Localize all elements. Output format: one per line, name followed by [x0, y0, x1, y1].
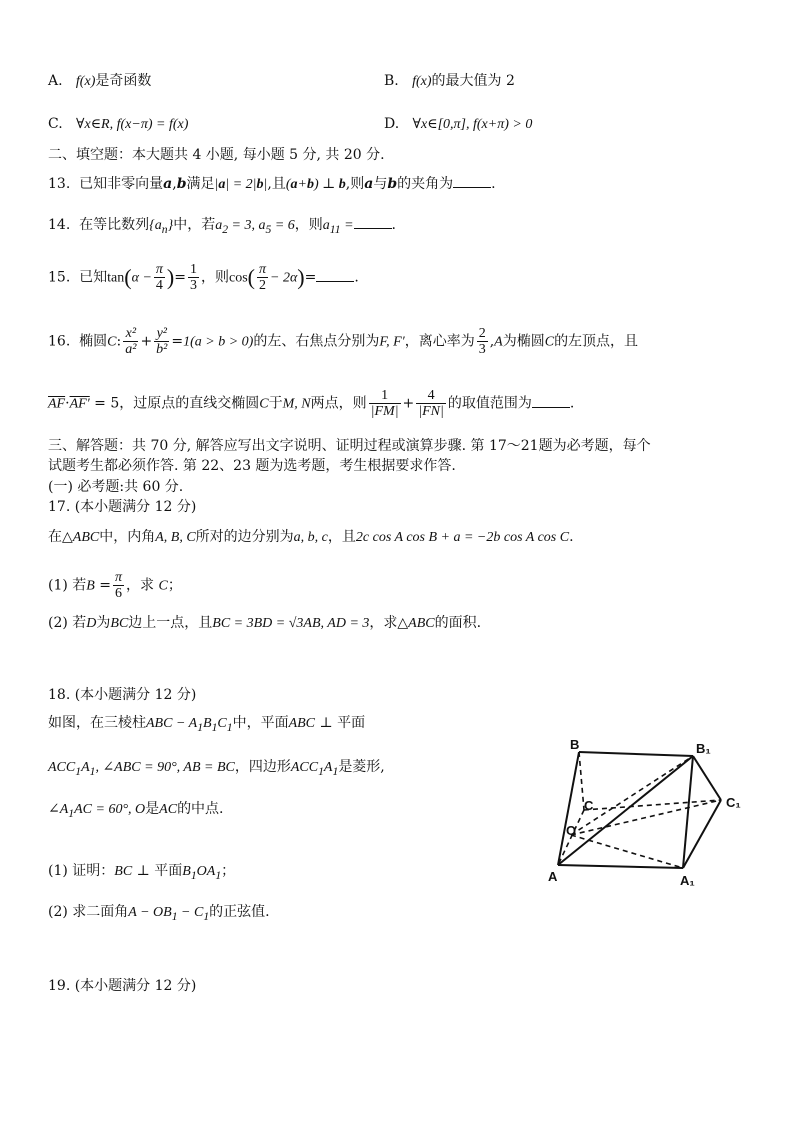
- label-b1: B₁: [696, 741, 711, 756]
- answer-blank: [453, 175, 491, 188]
- q16-text: 的左顶点，且: [554, 333, 639, 350]
- q17-stem: 在△ABC中，内角A, B, C所对的边分别为a, b, c，且2c cos A cos B + a = −2b cos A cos C.: [48, 529, 574, 545]
- q13-text: 则: [350, 176, 365, 192]
- q16-text: 离心率为: [418, 333, 475, 350]
- q17-text: 边上一点，且: [128, 615, 213, 631]
- q16-text: 为椭圆: [502, 333, 545, 350]
- prism-solid-edges: [558, 752, 721, 868]
- option-a-text: 是奇函数: [95, 73, 152, 89]
- q18-text: 是菱形,: [338, 759, 385, 775]
- prism-figure: [540, 735, 760, 895]
- label-c1: C₁: [726, 795, 741, 810]
- q16-text: 两点，则: [310, 395, 367, 412]
- edge-b-b1: [579, 752, 693, 756]
- q18-stem-1: 如图，在三棱柱ABC − $A_1B_1C_1$中，平面ABC ⊥ 平面: [48, 715, 366, 734]
- option-c-label: C.: [48, 116, 63, 132]
- option-a-label: A.: [48, 73, 63, 89]
- edge-o-c1: [571, 800, 721, 835]
- question-14: 14. 在等比数列$\{a_n\}$中，若$a_2 = 3$, $a_5 = 6$，则$a_{11}$ = .: [48, 217, 396, 236]
- option-a: [48, 72, 151, 91]
- edge-o-b1: [571, 756, 693, 835]
- q14-number: 14.: [48, 217, 71, 233]
- q19-title: 19. (本小题满分 12 分): [48, 978, 197, 994]
- question-13: 13. 已知非零向量a,b满足|a| = 2|b|,且(a+b) ⊥ b,则a与b的夹角为 .: [48, 176, 496, 192]
- option-b-label: B.: [384, 73, 399, 89]
- q13-text: 与: [373, 176, 388, 192]
- q17-text: ，求: [126, 577, 155, 594]
- q13-text: 满足: [186, 176, 215, 192]
- section-3-heading: 三、解答题：共 70 分, 解答应写出文字说明、证明过程或演算步骤. 第 17～21题为必考题，每个: [48, 438, 651, 454]
- q13-text: 且: [271, 176, 286, 192]
- q18-text: 的中点.: [177, 801, 224, 817]
- q18-stem-2: $ACC_1A_1$, ∠ABC = 90°, AB = BC，四边形$ACC_1A_1$是菱形,: [48, 759, 385, 778]
- edge-a-b1: [558, 756, 693, 865]
- q17-part-2: (2) 若D为BC边上一点，且BC = 3BD = √3AB, AD = 3，求△ABC的面积.: [48, 615, 482, 631]
- q16-text: 的左、右焦点分别为: [253, 333, 380, 350]
- q18-text: ，四边形: [234, 759, 291, 775]
- q14-text: 中，若: [173, 217, 216, 233]
- q17-text: ，且: [327, 529, 356, 545]
- label-b: B: [570, 737, 580, 752]
- q17-part-1: (1) 若B = $\frac{\pi}{6}$ ，求 C；: [48, 570, 182, 601]
- option-c-expr: ∀x∈R, f(x−π) = f(x): [76, 117, 189, 132]
- edge-c-c1: [584, 800, 721, 810]
- question-15: 15. 已知tan(α − $\frac{\pi}{4}$ )= $\frac{1}{3}$ ，则cos( $\frac{\pi}{2}$ − 2α)= .: [48, 262, 359, 293]
- q18-text: 平面: [154, 863, 183, 879]
- option-d: [384, 115, 532, 134]
- q18-part-1: (1) 证明：BC ⊥ 平面$B_1OA_1$；: [48, 863, 236, 882]
- option-d-expr: ∀x∈[0,π], f(x+π) > 0: [412, 117, 533, 132]
- q17-text: 的面积.: [434, 615, 482, 631]
- q16-text: 椭圆: [79, 333, 108, 350]
- option-a-expr: f(x): [75, 74, 96, 89]
- answer-blank: [354, 216, 392, 229]
- option-b-text: 的最大值为 2: [431, 73, 515, 89]
- label-a: A: [548, 869, 558, 884]
- q13-text: 已知非零向量: [79, 176, 164, 192]
- q18-text: 是: [145, 801, 160, 817]
- option-b-expr: f(x): [412, 74, 432, 89]
- q13-number: 13.: [48, 176, 71, 192]
- q14-text: 在等比数列: [79, 217, 150, 233]
- q17-text: 中，内角: [99, 529, 156, 545]
- option-b: [384, 72, 515, 91]
- q16-number: 16.: [48, 333, 71, 350]
- q15-number: 15.: [48, 269, 71, 286]
- edge-a-a1: [558, 865, 683, 868]
- label-c: C: [584, 798, 594, 813]
- label-o: O: [566, 823, 577, 838]
- q18-text: (1) 证明：: [48, 863, 115, 879]
- section-3-heading-cont: 试题考生都必须作答. 第 22、23 题为选考题，考生根据要求作答.: [48, 458, 456, 474]
- q17-text: (1) 若: [48, 577, 87, 594]
- q18-text: 平面: [337, 715, 366, 731]
- q14-text: ，则: [294, 217, 323, 233]
- q17-text: 所对的边分别为: [195, 529, 294, 545]
- q18-part-2: (2) 求二面角$A - OB_1 - C_1$的正弦值.: [48, 904, 270, 923]
- q18-text: 如图，在三棱柱: [48, 715, 146, 731]
- question-16-line-1: 16. 椭圆C: $\frac{\text{x²}}{\text{a²}}$ + $\frac{\text{y²}}{\text{b²}}$ =1(a > b > 0)的左、右焦点分别为F, F′，离心率为 $\frac{2}{3}$ ,A为椭圆C的左顶点，且: [48, 326, 639, 357]
- q18-title: 18. (本小题满分 12 分): [48, 687, 197, 703]
- section-2-heading: 二、填空题：本大题共 4 小题, 每小题 5 分, 共 20 分.: [48, 147, 385, 163]
- q17-title: 17. (本小题满分 12 分): [48, 499, 197, 515]
- option-c: [48, 115, 188, 134]
- label-a1: A₁: [680, 873, 695, 888]
- q15-text: 已知: [79, 269, 108, 286]
- q18-text: (2) 求二面角: [48, 904, 129, 920]
- q16-text: 于: [268, 395, 283, 412]
- q18-stem-3: $\angle A_1AC = 60^\circ$, O是AC的中点.: [48, 801, 224, 820]
- q18-text: 的正弦值.: [209, 904, 270, 920]
- q16-text: 的取值范围为: [447, 395, 532, 412]
- q13-text: 的夹角为: [397, 176, 454, 192]
- required-heading: (一) 必考题:共 60 分.: [48, 479, 184, 495]
- edge-b-a: [558, 752, 579, 865]
- q17-text: (2) 若: [48, 615, 87, 631]
- q16-text: ，过原点的直线交椭圆: [119, 395, 260, 412]
- q17-text: 为: [96, 615, 111, 631]
- q15-text: ，则: [200, 269, 229, 286]
- edge-b1-c1: [693, 756, 721, 800]
- question-16-line-2: $\overline{AF}\cdot AF' = 5$，过原点的直线交椭圆C于M, N两点，则 $\frac{1}{|FM|}$ + $\frac{4}{|FN|}$ 的取值范围为 .: [48, 388, 575, 419]
- q17-text: 在: [48, 529, 62, 545]
- answer-blank: [532, 395, 570, 408]
- option-d-label: D.: [384, 116, 400, 132]
- prism-hidden-edges: [558, 752, 721, 868]
- q17-text: ，求: [369, 615, 398, 631]
- answer-blank: [316, 269, 354, 282]
- q18-text: 中，平面: [232, 715, 289, 731]
